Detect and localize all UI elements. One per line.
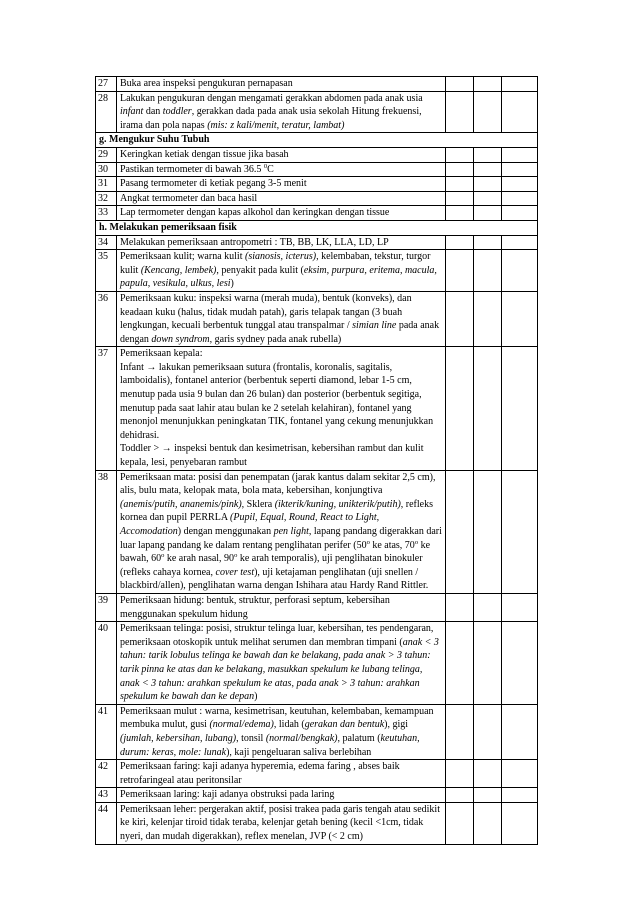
score-cell-3[interactable]	[502, 622, 538, 705]
checklist-table	[95, 76, 538, 845]
score-cell-1[interactable]	[446, 206, 474, 221]
score-cell-1[interactable]	[446, 91, 474, 133]
score-cell-3[interactable]	[502, 177, 538, 192]
step-description	[117, 802, 446, 844]
italic-text: (sianosis, icterus),	[244, 251, 319, 263]
score-cell-3[interactable]	[502, 347, 538, 470]
italic-text: (anemis/putih, ananemis/pink),	[120, 498, 245, 510]
score-cell-2[interactable]	[474, 593, 502, 621]
checklist-row	[96, 788, 538, 803]
superscript-text: o	[161, 552, 165, 560]
section-title: h. Melakukan pemeriksaan fisik	[96, 220, 538, 235]
step-number: 30	[96, 162, 117, 177]
text-segment: , refleks kornea dan pupil PERRLA	[120, 498, 433, 524]
text-segment: Keringkan ketiak dengan tissue jika basah	[120, 148, 289, 160]
italic-text: down syndrom,	[151, 333, 213, 345]
superscript-text: 0	[263, 162, 268, 170]
section-title: g. Mengukur Suhu Tubuh	[96, 133, 538, 148]
step-description	[117, 347, 446, 470]
step-description	[117, 622, 446, 705]
step-description	[117, 291, 446, 346]
superscript-text: o	[414, 538, 419, 546]
score-cell-2[interactable]	[474, 177, 502, 192]
score-cell-2[interactable]	[474, 802, 502, 844]
score-cell-1[interactable]	[446, 788, 474, 803]
score-cell-2[interactable]	[474, 77, 502, 92]
text-segment: ke bawah, 60	[120, 539, 431, 565]
score-cell-1[interactable]	[446, 622, 474, 705]
score-cell-3[interactable]	[502, 191, 538, 206]
step-number: 39	[96, 593, 117, 621]
text-segment: Angkat termometer dan baca hasil	[120, 192, 258, 204]
text-segment: ), kaji pengeluaran saliva berlebihan	[226, 746, 372, 758]
score-cell-1[interactable]	[446, 250, 474, 292]
text-segment: Pemeriksaan mata: posisi dan penempatan (jarak kantus dalam sekitar 2,5 cm), alis, bulu mata, kelopak mata, bola mata, kebersihan, konjungtiva	[120, 471, 436, 497]
checklist-row	[96, 162, 538, 177]
score-cell-1[interactable]	[446, 291, 474, 346]
italic-text: toddler	[162, 106, 192, 118]
step-number: 38	[96, 470, 117, 593]
score-cell-3[interactable]	[502, 206, 538, 221]
score-cell-2[interactable]	[474, 788, 502, 803]
step-description	[117, 788, 446, 803]
text-segment: Pemeriksaan hidung: bentuk, struktur, perforasi septum, kebersihan menggunakan spekulum hidung	[120, 594, 390, 620]
step-description	[117, 191, 446, 206]
text-segment: Pasang termometer di ketiak pegang 3-5 menit	[120, 178, 307, 190]
text-segment: Toddler > → inspeksi bentuk dan kesimetrisan, kebersihan rambut dan kulit kepala, lesi, penyebaran rambut	[120, 443, 424, 469]
score-cell-1[interactable]	[446, 235, 474, 250]
score-cell-3[interactable]	[502, 235, 538, 250]
text-segment: C	[267, 163, 274, 175]
text-segment: , palatum (	[337, 732, 381, 744]
score-cell-1[interactable]	[446, 470, 474, 593]
score-cell-3[interactable]	[502, 593, 538, 621]
checklist-row	[96, 347, 538, 470]
italic-text: anak < 3 tahun: tarik lobulus telinga ke bawah dan ke belakang, pada anak > 3 tahun: tarik pinna ke atas dan ke belakang, masukkan spekulum ke lubang telinga, anak < 3 tahun: arahkan spekulum ke atas, pada anak > 3 tahun: arahkan spekulum ke bawah dan ke depan	[120, 636, 439, 703]
text-segment: Pemeriksaan kepala:	[120, 348, 203, 360]
step-description	[117, 77, 446, 92]
score-cell-2[interactable]	[474, 622, 502, 705]
step-number: 42	[96, 760, 117, 788]
step-number: 29	[96, 147, 117, 162]
checklist-row	[96, 593, 538, 621]
step-description	[117, 147, 446, 162]
section-header-row	[96, 133, 538, 148]
checklist-body	[96, 77, 538, 845]
text-segment: ), gigi	[384, 719, 409, 731]
score-cell-1[interactable]	[446, 802, 474, 844]
italic-text: (Pupil, Equal, Round, React to Light, Accomodation	[120, 512, 380, 537]
score-cell-2[interactable]	[474, 162, 502, 177]
text-segment: )	[230, 278, 234, 290]
score-cell-2[interactable]	[474, 235, 502, 250]
text-segment: , lapang pandang digerakkan dari luar lapang pandang ke dalam rentang penglihatan perifer (50	[120, 526, 442, 551]
checklist-row	[96, 77, 538, 92]
italic-text: (normal/edema)	[209, 719, 274, 731]
step-description	[117, 177, 446, 192]
step-number: 44	[96, 802, 117, 844]
text-segment: Buka area inspeksi pengukuran pernapasan	[120, 78, 293, 89]
step-number: 28	[96, 91, 117, 133]
text-segment: dan	[143, 106, 163, 118]
text-segment: , penyakit pada kulit (	[216, 264, 304, 276]
score-cell-2[interactable]	[474, 291, 502, 346]
section-header-row	[96, 220, 538, 235]
checklist-row	[96, 760, 538, 788]
text-segment: garis sydney pada anak rubella)	[212, 333, 342, 345]
checklist-row	[96, 191, 538, 206]
checklist-row	[96, 802, 538, 844]
score-cell-1[interactable]	[446, 77, 474, 92]
text-segment: ke arah temporalis), uji penglihatan binokuler (refleks cahaya kornea,	[120, 553, 423, 578]
checklist-row	[96, 470, 538, 593]
text-segment: Pemeriksaan laring: kaji adanya obstruksi pada laring	[120, 789, 335, 801]
score-cell-3[interactable]	[502, 760, 538, 788]
score-cell-1[interactable]	[446, 162, 474, 177]
superscript-text: o	[234, 552, 238, 560]
step-description	[117, 235, 446, 250]
step-number: 36	[96, 291, 117, 346]
text-segment: Melakukan pemeriksaan antropometri : TB, BB, LK, LLA, LD, LP	[120, 236, 389, 248]
italic-text: pen light	[273, 526, 309, 537]
score-cell-2[interactable]	[474, 704, 502, 759]
text-segment: , tonsil	[236, 732, 266, 744]
step-number: 34	[96, 235, 117, 250]
italic-text: simian line	[352, 320, 397, 332]
score-cell-3[interactable]	[502, 802, 538, 844]
checklist-row	[96, 235, 538, 250]
italic-text: infant	[120, 106, 144, 118]
score-cell-2[interactable]	[474, 347, 502, 470]
step-number: 41	[96, 704, 117, 759]
score-cell-2[interactable]	[474, 191, 502, 206]
score-cell-3[interactable]	[502, 162, 538, 177]
score-cell-1[interactable]	[446, 704, 474, 759]
score-cell-3[interactable]	[502, 91, 538, 133]
text-segment: pada anak dengan	[120, 320, 440, 345]
text-segment: Pemeriksaan mulut : warna, kesimetrisan, keutuhan, kelembaban, kemampuan membuka mulut, gusi	[120, 705, 434, 731]
score-cell-3[interactable]	[502, 291, 538, 346]
score-cell-1[interactable]	[446, 191, 474, 206]
italic-text: (jumlah, kebersihan, lubang)	[120, 732, 237, 744]
step-description	[117, 593, 446, 621]
step-number: 40	[96, 622, 117, 705]
score-cell-3[interactable]	[502, 147, 538, 162]
text-segment: kelembaban, tekstur, turgor kulit	[120, 251, 431, 276]
score-cell-3[interactable]	[502, 470, 538, 593]
step-number: 27	[96, 77, 117, 92]
score-cell-3[interactable]	[502, 77, 538, 92]
checklist-row	[96, 622, 538, 705]
text-segment: ke atas, 70	[369, 539, 415, 551]
score-cell-1[interactable]	[446, 760, 474, 788]
text-segment: Pastikan termometer di bawah 36.5	[120, 163, 264, 175]
checklist-row	[96, 206, 538, 221]
score-cell-3[interactable]	[502, 788, 538, 803]
text-segment: Pemeriksaan faring: kaji adanya hyperemia, edema faring , abses baik retrofaringeal atau peritonsilar	[120, 761, 400, 786]
step-description	[117, 704, 446, 759]
checklist-row	[96, 147, 538, 162]
italic-text: (normal/bengkak)	[265, 732, 338, 744]
italic-text: keutuhan, durum: keras, mole: lunak	[120, 732, 420, 758]
text-segment: Pemeriksaan telinga: posisi, struktur telinga luar, kebersihan, tes pendengaran, pemeriksaan otoskopik untuk melihat serumen dan membran timpani (	[120, 623, 434, 648]
step-number: 33	[96, 206, 117, 221]
checklist-row	[96, 91, 538, 133]
italic-text: (ikterik/kuning, unikterik/putih)	[274, 498, 401, 510]
step-number: 31	[96, 177, 117, 192]
checklist-row	[96, 250, 538, 292]
italic-text: eksim, purpura, eritema, macula, papula, vesikula, ulkus, lesi	[120, 264, 437, 290]
text-segment: Sklera	[244, 498, 275, 510]
step-description	[117, 91, 446, 133]
score-cell-2[interactable]	[474, 250, 502, 292]
step-number: 43	[96, 788, 117, 803]
score-cell-2[interactable]	[474, 91, 502, 133]
text-segment: Lap termometer dengan kapas alkohol dan keringkan dengan tissue	[120, 207, 390, 219]
score-cell-1[interactable]	[446, 593, 474, 621]
step-number: 37	[96, 347, 117, 470]
text-segment: Infant → lakukan pemeriksaan sutura (frontalis, koronalis, sagitalis, lamboidalis), fontanel anterior (berbentuk seperti diamond, lebar 1-5 cm, menutup pada usia 9 bulan dan 26 bulan) dan posterior (berbentuk segitiga, menutup pada saat lahir atau bulan ke 2 setelah kelahiran), fontanel yang menonjol menunjukkan peningkatan TIK, fontanel yang cekung menunjukkan dehidrasi.	[120, 361, 434, 441]
italic-text: gerakan dan bentuk	[304, 719, 385, 731]
step-description	[117, 206, 446, 221]
text-segment: Pemeriksaan kuku: inspeksi warna (merah muda), bentuk (konveks), dan keadaan kuku (halus, tidak mudah patah), garis telapak tangan (3 buah lengkungan, kecuali berbentuk tunggal atau transpalmar /	[120, 292, 412, 332]
italic-text: (Kencang, lembek)	[140, 264, 217, 276]
score-cell-2[interactable]	[474, 760, 502, 788]
score-cell-2[interactable]	[474, 470, 502, 593]
superscript-text: o	[366, 538, 370, 546]
step-number: 35	[96, 250, 117, 292]
step-description	[117, 250, 446, 292]
italic-text: (mis: z kali/menit, teratur, lambat)	[207, 119, 345, 131]
text-segment: , lidah (	[273, 719, 305, 731]
score-cell-1[interactable]	[446, 347, 474, 470]
text-segment: , gerakkan dada pada anak usia sekolah Hitung frekuensi, irama dan pola napas	[120, 106, 422, 131]
text-segment: Lakukan pengukuran dengan mengamati gerakkan abdomen pada anak usia	[120, 92, 423, 104]
score-cell-2[interactable]	[474, 206, 502, 221]
text-segment: ke arah nasal, 90	[164, 553, 235, 565]
checklist-row	[96, 177, 538, 192]
step-number: 32	[96, 191, 117, 206]
text-segment: ) dengan menggunakan	[177, 526, 274, 537]
italic-text: cover test	[215, 566, 255, 578]
score-cell-3[interactable]	[502, 250, 538, 292]
text-segment: ), uji ketajaman penglihatan (uji snellen / blackbird/allen), penglihatan warna dengan Ishihara atau Hardy Rand Rittler.	[120, 566, 429, 592]
step-description	[117, 760, 446, 788]
text-segment: )	[254, 691, 258, 703]
text-segment: Pemeriksaan kulit; warna kulit	[120, 251, 245, 263]
score-cell-1[interactable]	[446, 147, 474, 162]
score-cell-3[interactable]	[502, 704, 538, 759]
step-description	[117, 470, 446, 593]
checklist-row	[96, 291, 538, 346]
step-description	[117, 162, 446, 177]
score-cell-2[interactable]	[474, 147, 502, 162]
checklist-row	[96, 704, 538, 759]
text-segment: Pemeriksaan leher: pergerakan aktif, posisi trakea pada garis tengah atau sedikit ke kiri, kelenjar tiroid tidak teraba, kelenjar getah bening (kecil <1cm, tidak nyeri, dan mudah digerakkan), reflex menelan, JVP (< 2 cm)	[120, 803, 440, 843]
score-cell-1[interactable]	[446, 177, 474, 192]
